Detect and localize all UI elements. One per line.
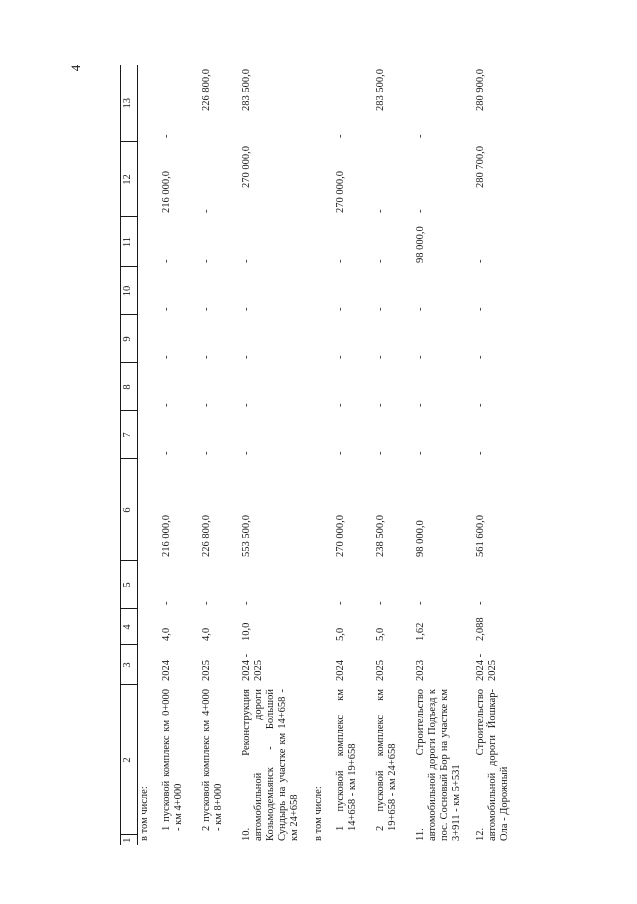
- year-cell: 2024: [160, 660, 172, 681]
- column-number: 10: [121, 267, 138, 315]
- year-cell: 2024 - 2025: [474, 653, 498, 681]
- col13-cell: 283 500,0: [240, 69, 252, 111]
- year-cell: 2025: [200, 660, 212, 681]
- year-cell: 2023: [414, 660, 426, 681]
- col11-cell: 98 000,0: [414, 226, 426, 263]
- column-number: 3: [121, 645, 138, 685]
- col8-cell: -: [374, 403, 386, 407]
- col7-cell: -: [334, 451, 346, 455]
- column-number: 9: [121, 315, 138, 363]
- row-description-text: Строительство автомобильной дороги Йошкар-Ола - Дорожный: [474, 689, 510, 841]
- page-number: 4: [68, 64, 83, 72]
- column-number: 4: [121, 609, 138, 645]
- column-number: 1: [121, 835, 138, 845]
- col8-cell: -: [240, 403, 252, 407]
- col10-cell: -: [334, 307, 346, 311]
- col7-cell: -: [200, 451, 212, 455]
- row-description: [240, 685, 312, 845]
- subheader-text: в том числе:: [312, 786, 324, 841]
- col12-cell: -: [414, 209, 426, 213]
- column-number: 12: [121, 142, 138, 217]
- col13-cell: 280 900,0: [474, 69, 486, 111]
- col5-cell: -: [474, 601, 486, 605]
- column-number-row: [121, 65, 138, 845]
- col9-cell: -: [374, 355, 386, 359]
- row-number: [334, 835, 374, 845]
- col7-cell: -: [474, 451, 486, 455]
- row-description-text: Реконструкция автомобильной дороги Козьмодемьянск - Большой Сундырь на участке км 14+658 - км 24+658: [240, 689, 300, 841]
- table-row: [374, 65, 414, 845]
- table-row: [474, 65, 536, 845]
- col8-cell: -: [334, 403, 346, 407]
- table-row: [160, 65, 200, 845]
- row-number: 12.: [474, 827, 486, 841]
- col7-cell: -: [160, 451, 172, 455]
- col13-cell: -: [414, 134, 426, 138]
- row-description: 2 пусковой комплекс км 4+000 - км 8+000: [200, 689, 224, 831]
- table-row: [414, 65, 474, 845]
- total-cell: 98 000,0: [414, 520, 426, 557]
- total-cell: 226 800,0: [200, 515, 212, 557]
- col11-cell: -: [240, 259, 252, 263]
- col5-cell: -: [414, 601, 426, 605]
- row-description: 2 пусковой комплекс км 19+658 - км 24+658: [374, 689, 398, 831]
- column-number: 2: [121, 685, 138, 835]
- col10-cell: -: [240, 307, 252, 311]
- col8-cell: -: [200, 403, 212, 407]
- row-description: [474, 685, 536, 845]
- funding-table: [120, 65, 536, 845]
- total-cell: 238 500,0: [374, 515, 386, 557]
- length-cell: 5,0: [374, 627, 386, 641]
- column-number: 5: [121, 561, 138, 609]
- total-cell: 216 000,0: [160, 515, 172, 557]
- table-row: [240, 65, 312, 845]
- table-row: [200, 65, 240, 845]
- col12-cell: 270 000,0: [240, 146, 252, 188]
- length-cell: 4,0: [200, 627, 212, 641]
- row-number: [200, 835, 240, 845]
- col10-cell: -: [200, 307, 212, 311]
- row-description: [414, 685, 474, 845]
- column-number: 6: [121, 459, 138, 561]
- table-subheader-row: [138, 65, 160, 845]
- col10-cell: -: [160, 307, 172, 311]
- col13-cell: -: [334, 134, 346, 138]
- year-cell: 2024 - 2025: [240, 653, 264, 681]
- col9-cell: -: [334, 355, 346, 359]
- year-cell: 2024: [334, 660, 346, 681]
- col5-cell: -: [160, 601, 172, 605]
- row-number: 10.: [240, 827, 252, 841]
- rotated-table-area: [120, 65, 530, 845]
- row-number: [374, 835, 414, 845]
- year-cell: 2025: [374, 660, 386, 681]
- length-cell: 5,0: [334, 627, 346, 641]
- col13-cell: 283 500,0: [374, 69, 386, 111]
- length-cell: 1,62: [414, 622, 426, 641]
- col7-cell: -: [414, 451, 426, 455]
- length-cell: 2,088: [474, 617, 486, 641]
- col10-cell: -: [374, 307, 386, 311]
- row-description: 1 пусковой комплекс км 0+000 - км 4+000: [160, 689, 184, 831]
- col13-cell: 226 800,0: [200, 69, 212, 111]
- col10-cell: -: [414, 307, 426, 311]
- row-description: 1 пусковой комплекс км 14+658 - км 19+658: [334, 689, 358, 831]
- column-number: 7: [121, 411, 138, 459]
- subheader-text: в том числе:: [139, 786, 150, 841]
- col8-cell: -: [474, 403, 486, 407]
- col12-cell: 216 000,0: [160, 171, 172, 213]
- col7-cell: -: [374, 451, 386, 455]
- column-number: 8: [121, 363, 138, 411]
- total-cell: 553 500,0: [240, 515, 252, 557]
- col12-cell: 280 700,0: [474, 146, 486, 188]
- table-row: [334, 65, 374, 845]
- col13-cell: -: [160, 134, 172, 138]
- col12-cell: -: [200, 209, 212, 213]
- col9-cell: -: [474, 355, 486, 359]
- col12-cell: -: [374, 209, 386, 213]
- col11-cell: -: [474, 259, 486, 263]
- row-number: [160, 835, 200, 845]
- col5-cell: -: [374, 601, 386, 605]
- col11-cell: -: [334, 259, 346, 263]
- col10-cell: -: [474, 307, 486, 311]
- length-cell: 10,0: [240, 622, 252, 641]
- col11-cell: -: [200, 259, 212, 263]
- col8-cell: -: [160, 403, 172, 407]
- row-number: 11.: [414, 828, 426, 841]
- col5-cell: -: [200, 601, 212, 605]
- col5-cell: -: [334, 601, 346, 605]
- total-cell: 270 000,0: [334, 515, 346, 557]
- col8-cell: -: [414, 403, 426, 407]
- col11-cell: -: [160, 259, 172, 263]
- col5-cell: -: [240, 601, 252, 605]
- col9-cell: -: [414, 355, 426, 359]
- col9-cell: -: [200, 355, 212, 359]
- column-number: 11: [121, 217, 138, 267]
- column-number: 13: [121, 65, 138, 142]
- row-description-text: Строительство автомобильной дороги Подъезд к пос. Сосновый Бор на участке км 3+911 - км 5+531: [414, 689, 462, 841]
- col7-cell: -: [240, 451, 252, 455]
- total-cell: 561 600,0: [474, 515, 486, 557]
- col9-cell: -: [240, 355, 252, 359]
- col11-cell: -: [374, 259, 386, 263]
- col12-cell: 270 000,0: [334, 171, 346, 213]
- col9-cell: -: [160, 355, 172, 359]
- length-cell: 4,0: [160, 627, 172, 641]
- table-subheader-row: [312, 65, 334, 845]
